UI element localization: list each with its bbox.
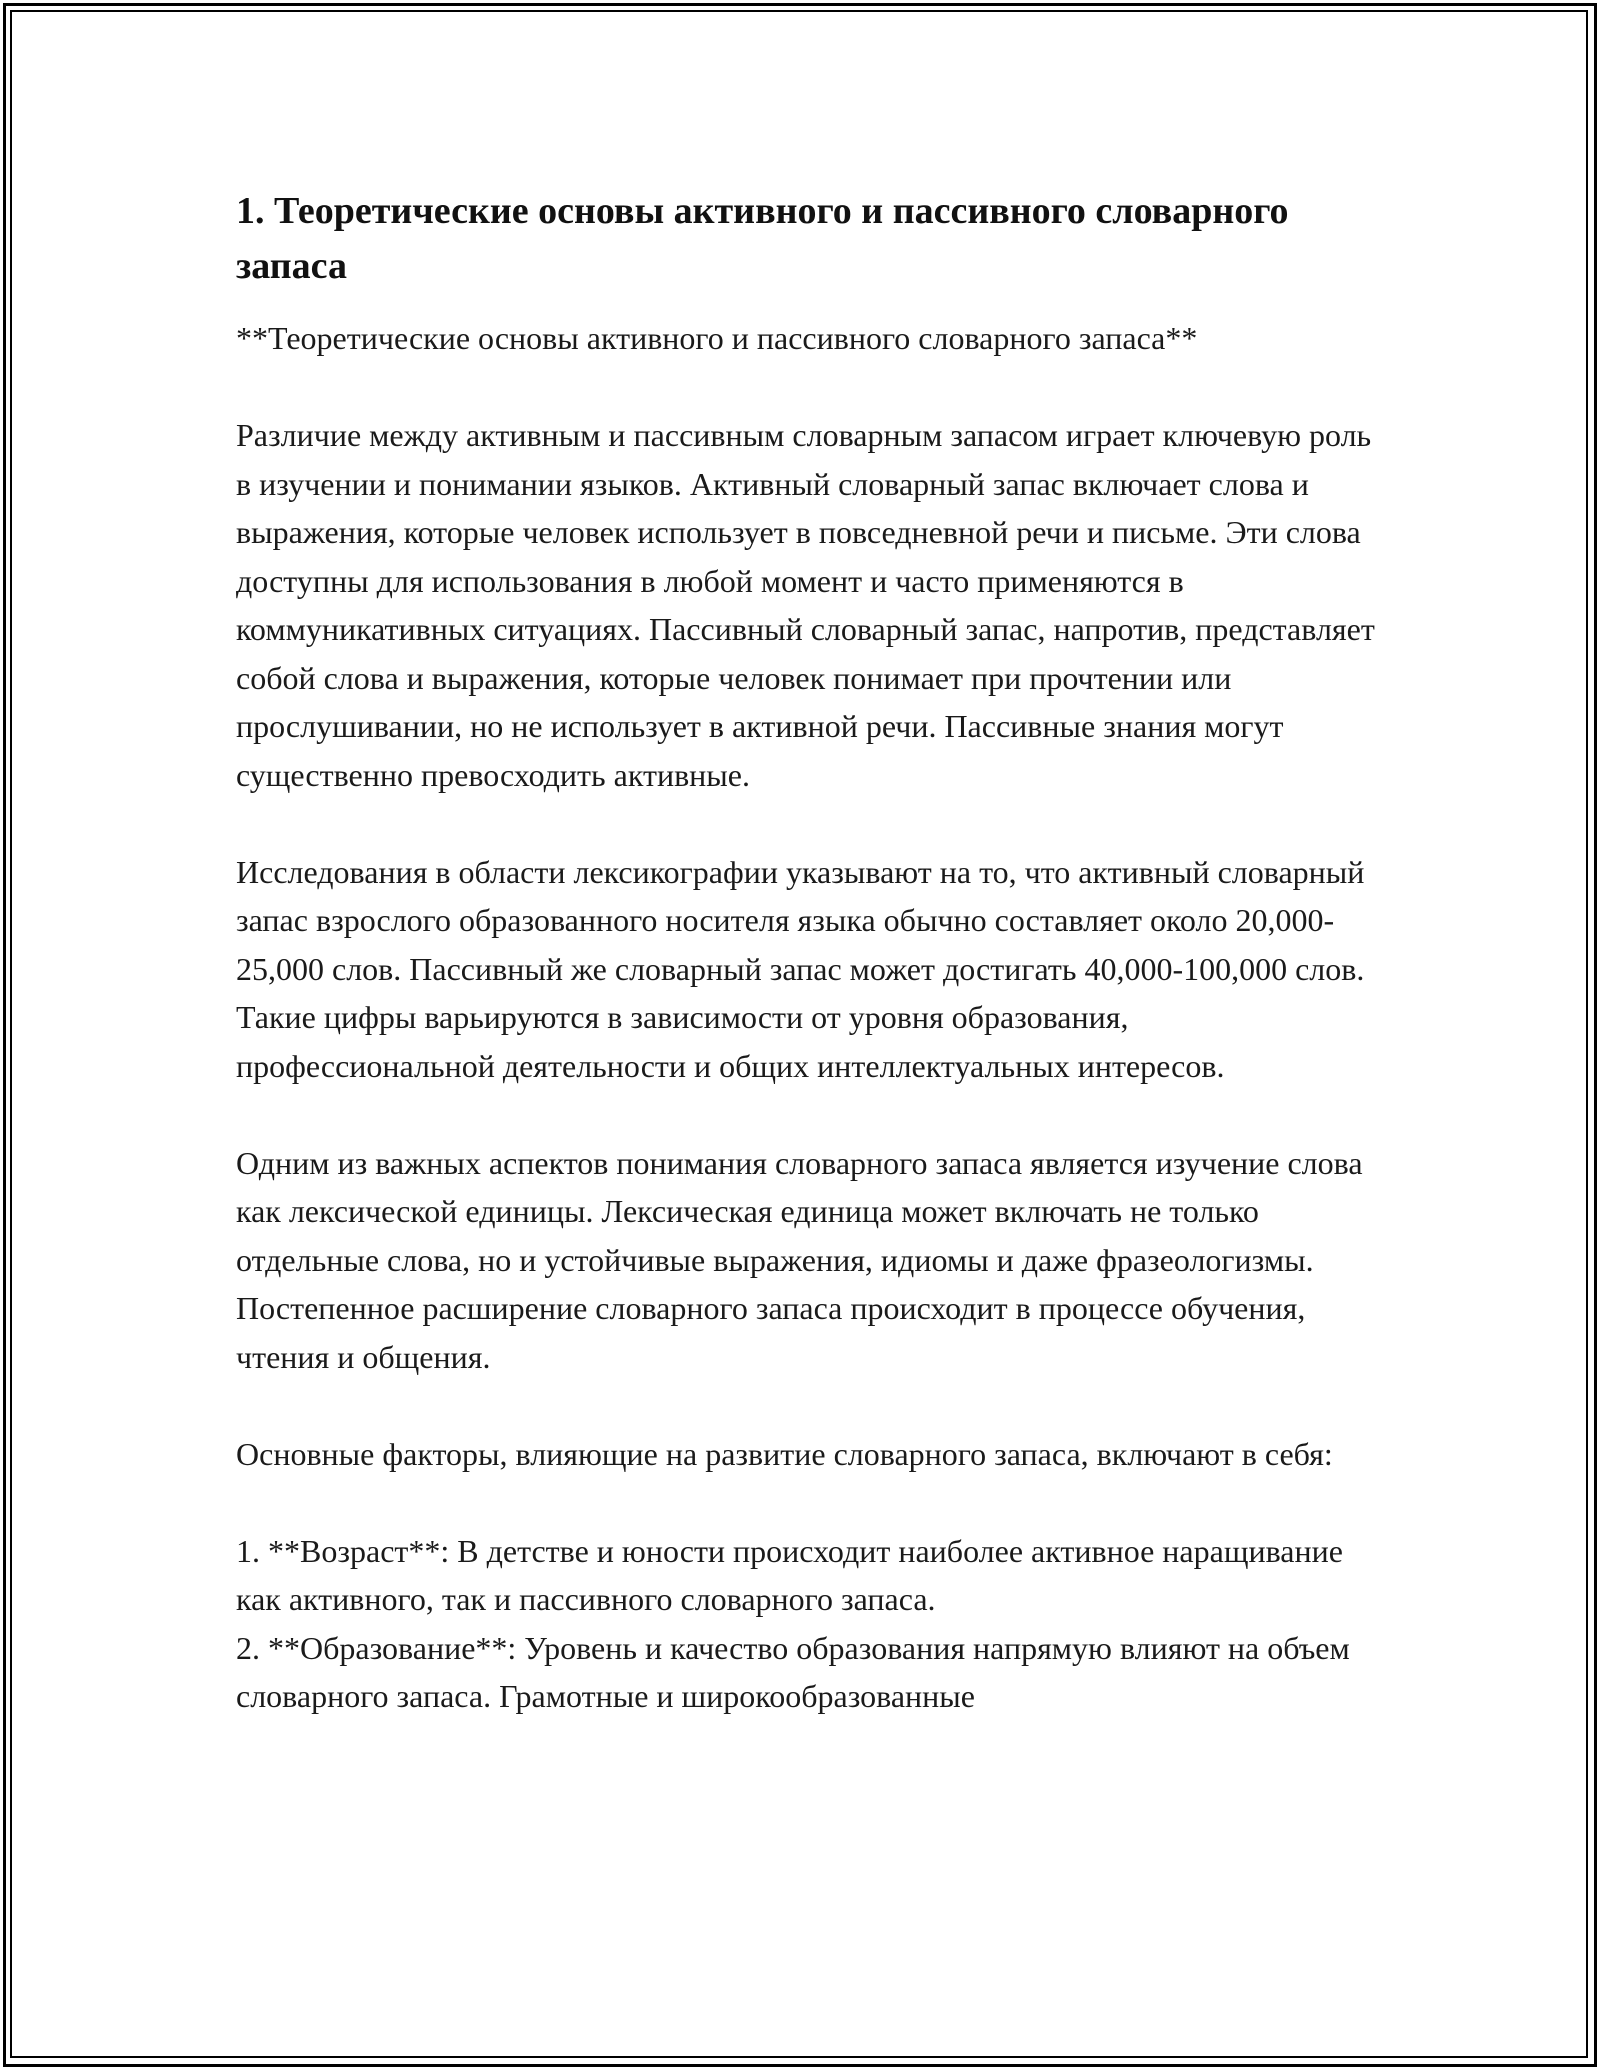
paragraph-1: Различие между активным и пассивным словарным запасом играет ключевую роль в изучении и понимании языков. Активный словарный запас включает слова и выражения, которые человек использует в повседневной речи и письме. Эти слова доступны для использования в любой момент и часто применяются в коммуникативных ситуациях. Пассивный словарный запас, напротив, представляет собой слова и выражения, которые человек понимает при прочтении или прослушивании, но не использует в активной речи. Пассивные знания могут существенно превосходить активные. [236, 417, 1375, 793]
paragraph-4: Основные факторы, влияющие на развитие словарного запаса, включают в себя: [236, 1435, 1333, 1472]
list-item: 1. **Возраст**: В детстве и юности происходит наиболее активное наращивание как активного, так и пассивного словарного запаса. [236, 1532, 1343, 1617]
list-item: 2. **Образование**: Уровень и качество образования напрямую влияют на объем словарного запаса. Грамотные и широкообразованные [236, 1629, 1350, 1714]
paragraph-3: Одним из важных аспектов понимания словарного запаса является изучение слова как лексической единицы. Лексическая единица может включать не только отдельные слова, но и устойчивые выражения, идиомы и даже фразеологизмы. Постепенное расширение словарного запаса происходит в процессе обучения, чтения и общения. [236, 1144, 1363, 1375]
paragraph-2: Исследования в области лексикографии указывают на то, что активный словарный запас взрослого образованного носителя языка обычно составляет около 20,000-25,000 слов. Пассивный же словарный запас может достигать 40,000-100,000 слов. Такие цифры варьируются в зависимости от уровня образования, профессиональной деятельности и общих интеллектуальных интересов. [236, 853, 1365, 1084]
factor-list [236, 1527, 1386, 1721]
document-body [236, 184, 1386, 1721]
section-heading: 1. Теоретические основы активного и пассивного словарного запаса [236, 190, 1289, 287]
subheading-paragraph: **Теоретические основы активного и пассивного словарного запаса** [236, 320, 1198, 356]
